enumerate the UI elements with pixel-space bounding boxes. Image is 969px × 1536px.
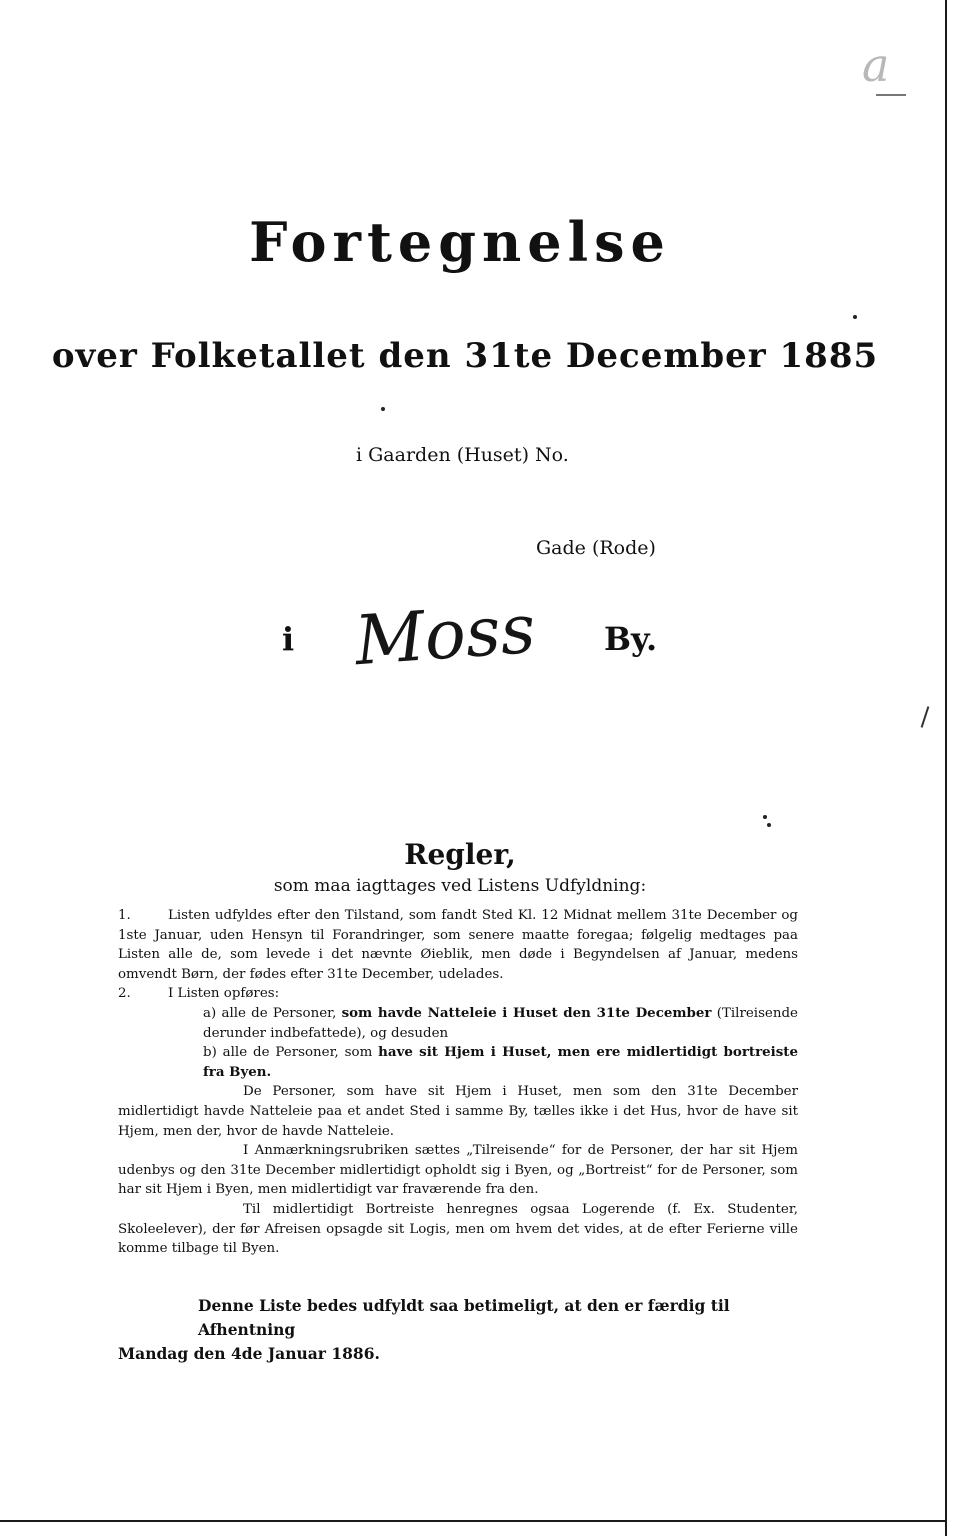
rules-body <box>118 906 798 1259</box>
margin-stroke <box>921 706 930 728</box>
page-edge-bottom <box>0 1520 947 1522</box>
rule-2 <box>118 984 798 1004</box>
rules-intro: som maa iagttages ved Listens Udfyldning: <box>273 876 647 896</box>
collection-note <box>118 1294 798 1366</box>
rule-1-rest: og 1ste Januar, uden Hensyn til Forandringer, som senere maatte foregaa; følgelig medtages paa Listen alle de, som levede i det nævnte Øieblik, men døde i Begyndelsen af Januar, medens omvendt Børn, der fødes efter 31te December, udelades. <box>118 908 798 982</box>
corner-dash <box>876 94 906 96</box>
town-handwritten-entry: Moss <box>352 589 538 682</box>
rule-2b-emphasis: have sit Hjem i Huset, men ere midlertidigt bortreiste fra Byen. <box>203 1044 798 1080</box>
page-title: Fortegnelse <box>249 210 671 274</box>
town-suffix: By. <box>604 620 658 658</box>
corner-pencil-mark: a <box>862 38 890 92</box>
gaarden-label: i Gaarden (Huset) No. <box>356 444 569 466</box>
rule-1-first-line: Listen udfyldes efter den Tilstand, som fandt Sted Kl. 12 Midnat mellem 31te December <box>168 908 777 923</box>
collection-note-line-1: Denne Liste bedes udfyldt saa betimeligt, at den er færdig til Afhentning <box>198 1296 730 1339</box>
rule-2b: b) alle de Personer, som have sit Hjem i Huset, men ere midlertidigt bortreiste fra Byen. <box>203 1044 798 1080</box>
rules-heading: Regler, <box>404 838 516 871</box>
rule-paragraph-2: I Anmærkningsrubriken sættes „Tilreisende“ for de Personer, der har sit Hjem udenbys og den 31te December midlertidigt opholdt sig i Byen, og „Bortreist“ for de Personer, som har sit Hjem i Byen, men midlertidigt var fraværende fra den. <box>118 1143 798 1198</box>
rule-2a: a) alle de Personer, som havde Natteleie i Huset den 31te December (Tilreisende derunder indbefattede), og desuden <box>203 1004 798 1041</box>
rule-paragraph-3: Til midlertidigt Bortreiste henregnes ogsaa Logerende (f. Ex. Studenter, Skoleelever), der før Afreisen opsagde sit Logis, men om hvem det vides, at de efter Ferierne ville komme tilbage til Byen. <box>118 1201 798 1257</box>
rule-1 <box>118 906 798 984</box>
rule-paragraph-1: De Personer, som have sit Hjem i Huset, men som den 31te December midlertidigt havde Natteleie paa et andet Sted i samme By, tælles ikke i det Hus, hvor de have sit Hjem, men der, hvor de havde Natteleie. <box>118 1084 798 1139</box>
page-edge-right <box>945 0 947 1536</box>
ink-speck <box>853 315 857 319</box>
town-prefix: i <box>282 620 295 658</box>
ink-speck <box>381 407 385 411</box>
rule-2-number: 2. <box>118 986 131 1002</box>
rule-2a-emphasis: som havde Natteleie i Huset den 31te December <box>341 1004 712 1021</box>
page-subtitle: over Folketallet den 31te December 1885 <box>51 336 879 376</box>
gade-label: Gade (Rode) <box>536 537 656 559</box>
ink-speck <box>767 823 771 827</box>
ink-speck <box>763 815 767 819</box>
rule-2-first-line: I Listen opføres: <box>168 986 280 1002</box>
rule-1-number: 1. <box>118 908 131 923</box>
collection-note-line-2: Mandag den 4de Januar 1886. <box>118 1344 380 1363</box>
